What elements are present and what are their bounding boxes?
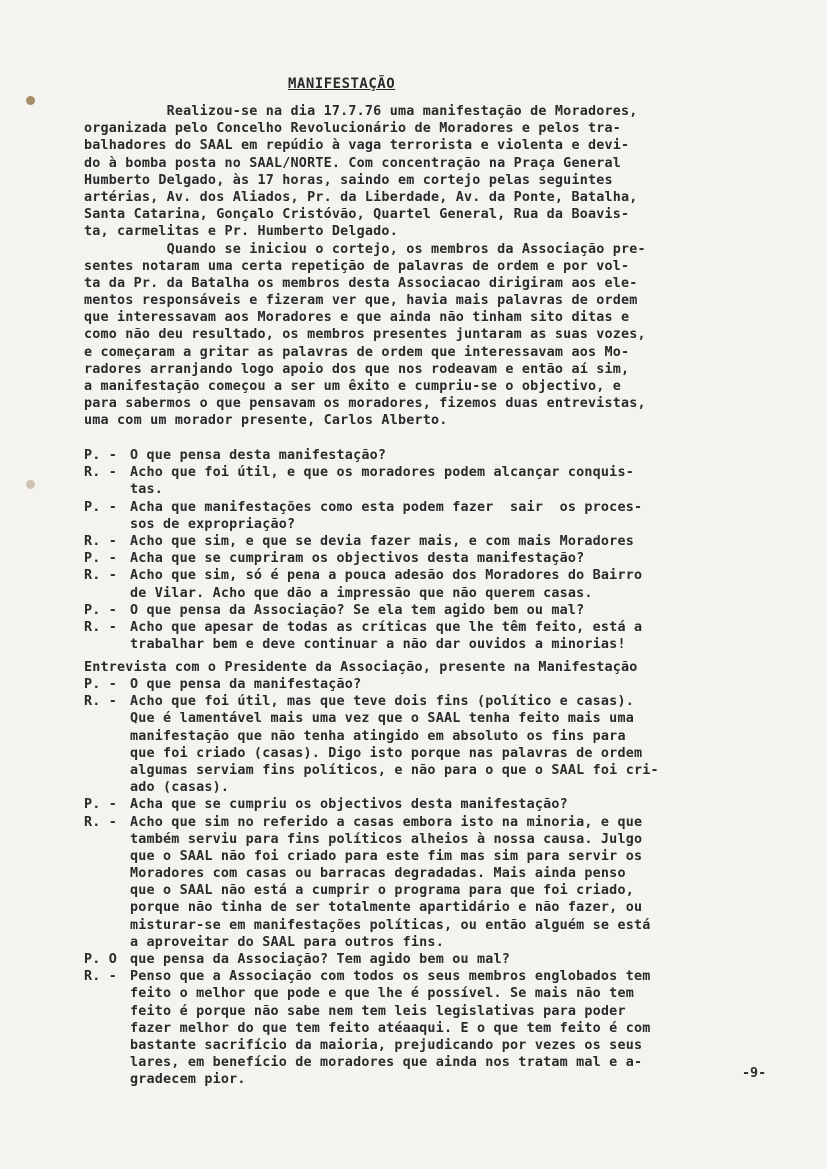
- intro-paragraphs: [84, 103, 796, 430]
- qa-label: P. -: [84, 448, 118, 463]
- intro-line: Humberto Delgado, às 17 horas, saindo em cortejo pelas seguintes: [84, 172, 613, 188]
- answer-item: [84, 567, 796, 601]
- qa-text-line: Moradores com casas ou barracas degradadas. Mais ainda penso: [130, 866, 626, 882]
- answer-item: [84, 814, 796, 952]
- qa-label: R. -: [84, 694, 118, 710]
- qa-label: R. -: [84, 969, 118, 985]
- qa-text-line: Acho que sim no referido a casas embora isto na minoria, e que: [130, 814, 643, 830]
- qa-text-line: algumas serviam fins políticos, e não para o que o SAAL foi cri-: [130, 762, 659, 778]
- answer-item: [84, 464, 796, 498]
- qa-text-line: feito o melhor que pode e que lhe é possível. Se mais não tem: [130, 986, 634, 1002]
- qa-label: R. -: [84, 533, 118, 549]
- qa-text-line: Acha que manifestações como esta podem fazer sair os proces-: [130, 499, 643, 515]
- interview-1: [84, 447, 796, 653]
- answer-item: [84, 693, 796, 796]
- qa-text-line: Que é lamentável mais uma vez que o SAAL tenha feito mais uma: [130, 711, 634, 727]
- qa-text-line: Acho que sim, e que se devia fazer mais, e com mais Moradores: [130, 533, 634, 549]
- qa-label: P. -: [84, 499, 118, 515]
- intro-line: Santa Catarina, Gonçalo Cristóvão, Quartel General, Rua da Boavis-: [84, 207, 630, 223]
- intro-line: a manifestação começou a ser um êxito e cumpriu-se o objectivo, e: [84, 379, 622, 394]
- question-item: [84, 676, 796, 693]
- qa-text-line: também serviu para fins políticos alheios à nossa causa. Julgo: [130, 831, 643, 847]
- page-number: -9-: [742, 1066, 767, 1081]
- qa-text-line: que pensa da Associação? Tem agido bem ou mal?: [130, 952, 511, 967]
- intro-line: organizada pelo Concelho Revolucionário de Moradores e pelos tra-: [84, 121, 622, 137]
- question-item: [84, 951, 796, 968]
- intro-line: radores arranjando logo apoio dos que nos rodeavam e então aí sim,: [84, 361, 630, 377]
- intro-line: do à bomba posta no SAAL/NORTE. Com concentração na Praça General: [84, 155, 622, 171]
- qa-text-line: a aproveitar do SAAL para outros fins.: [130, 934, 444, 950]
- qa-text-line: lares, em benefício de moradores que ainda nos tratam mal e a-: [130, 1055, 643, 1071]
- intro-line: mentos responsáveis e fizeram ver que, havia mais palavras de ordem: [84, 293, 638, 309]
- interview-2-heading-block: [84, 659, 796, 676]
- question-item: [84, 796, 796, 813]
- qa-text-line: feito é porque não sabe nem tem leis legislativas para poder: [130, 1003, 626, 1019]
- intro-line: balhadores do SAAL em repúdio à vaga terrorista e violenta e devi-: [84, 138, 630, 154]
- qa-label: P. O: [84, 952, 118, 967]
- qa-text-line: manifestação que não tenha atingido em absoluto os fins para: [130, 728, 626, 744]
- question-item: [84, 499, 796, 533]
- qa-text-line: gradecem pior.: [130, 1072, 246, 1088]
- qa-text-line: que o SAAL não está a cumprir o programa para que foi criado,: [130, 883, 634, 899]
- qa-text-line: Penso que a Associação com todos os seus membros englobados tem: [130, 969, 651, 985]
- qa-text-line: porque não tinha de ser totalmente apartidário e não fazer, ou: [130, 900, 643, 916]
- intro-line: como não deu resultado, os membros presentes juntaram as suas vozes,: [84, 327, 646, 343]
- question-item: [84, 550, 796, 567]
- question-item: [84, 602, 796, 619]
- intro-line: Realizou-se na dia 17.7.76 uma manifestação de Moradores,: [84, 104, 638, 119]
- qa-text-line: misturar-se em manifestações políticas, ou então alguém se está: [130, 917, 651, 933]
- qa-text-line: ado (casas).: [130, 780, 230, 796]
- qa-label: P. -: [84, 602, 118, 618]
- intro-line: ta, carmelitas e Pr. Humberto Delgado.: [84, 224, 398, 240]
- intro-line: Quando se iniciou o cortejo, os membros da Associação pre-: [84, 241, 646, 257]
- qa-text-line: Acho que sim, só é pena a pouca adesão dos Moradores do Bairro: [130, 568, 643, 584]
- qa-text-line: bastante sacrifício da maioria, prejudicando por vezes os seus: [130, 1037, 643, 1053]
- qa-text-line: trabalhar bem e deve continuar a não dar ouvidos a minorias!: [130, 637, 626, 653]
- qa-text-line: O que pensa da Associação? Se ela tem agido bem ou mal?: [130, 602, 585, 618]
- qa-text-line: que o SAAL não foi criado para este fim mas sim para servir os: [130, 848, 643, 864]
- qa-label: P. -: [84, 551, 118, 567]
- answer-item: [84, 533, 796, 550]
- qa-label: P. -: [84, 797, 118, 813]
- intro-line: para sabermos o que pensavam os moradores, fizemos duas entrevistas,: [84, 396, 646, 412]
- question-item: [84, 447, 796, 464]
- qa-label: R. -: [84, 619, 118, 635]
- qa-text-line: Acho que foi útil, mas que teve dois fins (político e casas).: [130, 694, 634, 710]
- qa-label: P. -: [84, 677, 118, 692]
- qa-text-line: que foi criado (casas). Digo isto porque nas palavras de ordem: [130, 745, 643, 761]
- qa-text-line: O que pensa desta manifestação?: [130, 448, 387, 463]
- qa-text-line: fazer melhor do que tem feito atéaaqui. E o que tem feito é com: [130, 1020, 651, 1036]
- qa-text-line: de Vilar. Acho que dão a impressão que não querem casas.: [130, 585, 593, 601]
- qa-label: R. -: [84, 814, 118, 830]
- page-title: MANIFESTAÇÃO: [288, 76, 396, 92]
- intro-line: que interessavam aos Moradores e que ainda não tinham sito ditas e: [84, 310, 630, 326]
- intro-line: ta da Pr. da Batalha os membros desta Associacao dirigiram aos ele-: [84, 275, 638, 291]
- qa-text-line: Acha que se cumpriu os objectivos desta manifestação?: [130, 797, 568, 813]
- answer-item: [84, 968, 796, 1088]
- intro-line: sentes notaram uma certa repetição de palavras de ordem e por vol-: [84, 258, 630, 274]
- qa-text-line: Acha que se cumpriram os objectivos desta manifestação?: [130, 551, 585, 567]
- intro-line: e começaram a gritar as palavras de ordem que interessavam aos Mo-: [84, 344, 630, 360]
- qa-text-line: tas.: [130, 482, 164, 498]
- qa-text-line: Acho que foi útil, e que os moradores podem alcançar conquis-: [130, 465, 634, 481]
- punch-hole-mark: [26, 480, 35, 489]
- interview-2: [84, 676, 796, 1089]
- interview-2-heading: Entrevista com o Presidente da Associação, presente na Manifestação: [84, 660, 638, 675]
- intro-line: artérias, Av. dos Aliados, Pr. da Liberdade, Av. da Ponte, Batalha,: [84, 189, 638, 205]
- qa-text-line: O que pensa da manifestação?: [130, 677, 362, 692]
- qa-label: R. -: [84, 465, 118, 481]
- qa-text-line: Acho que apesar de todas as críticas que lhe têm feito, está a: [130, 619, 643, 635]
- answer-item: [84, 619, 796, 653]
- qa-label: R. -: [84, 568, 118, 584]
- qa-text-line: sos de expropriação?: [130, 516, 296, 532]
- intro-line: uma com um morador presente, Carlos Alberto.: [84, 413, 448, 429]
- punch-hole-mark: [26, 96, 35, 105]
